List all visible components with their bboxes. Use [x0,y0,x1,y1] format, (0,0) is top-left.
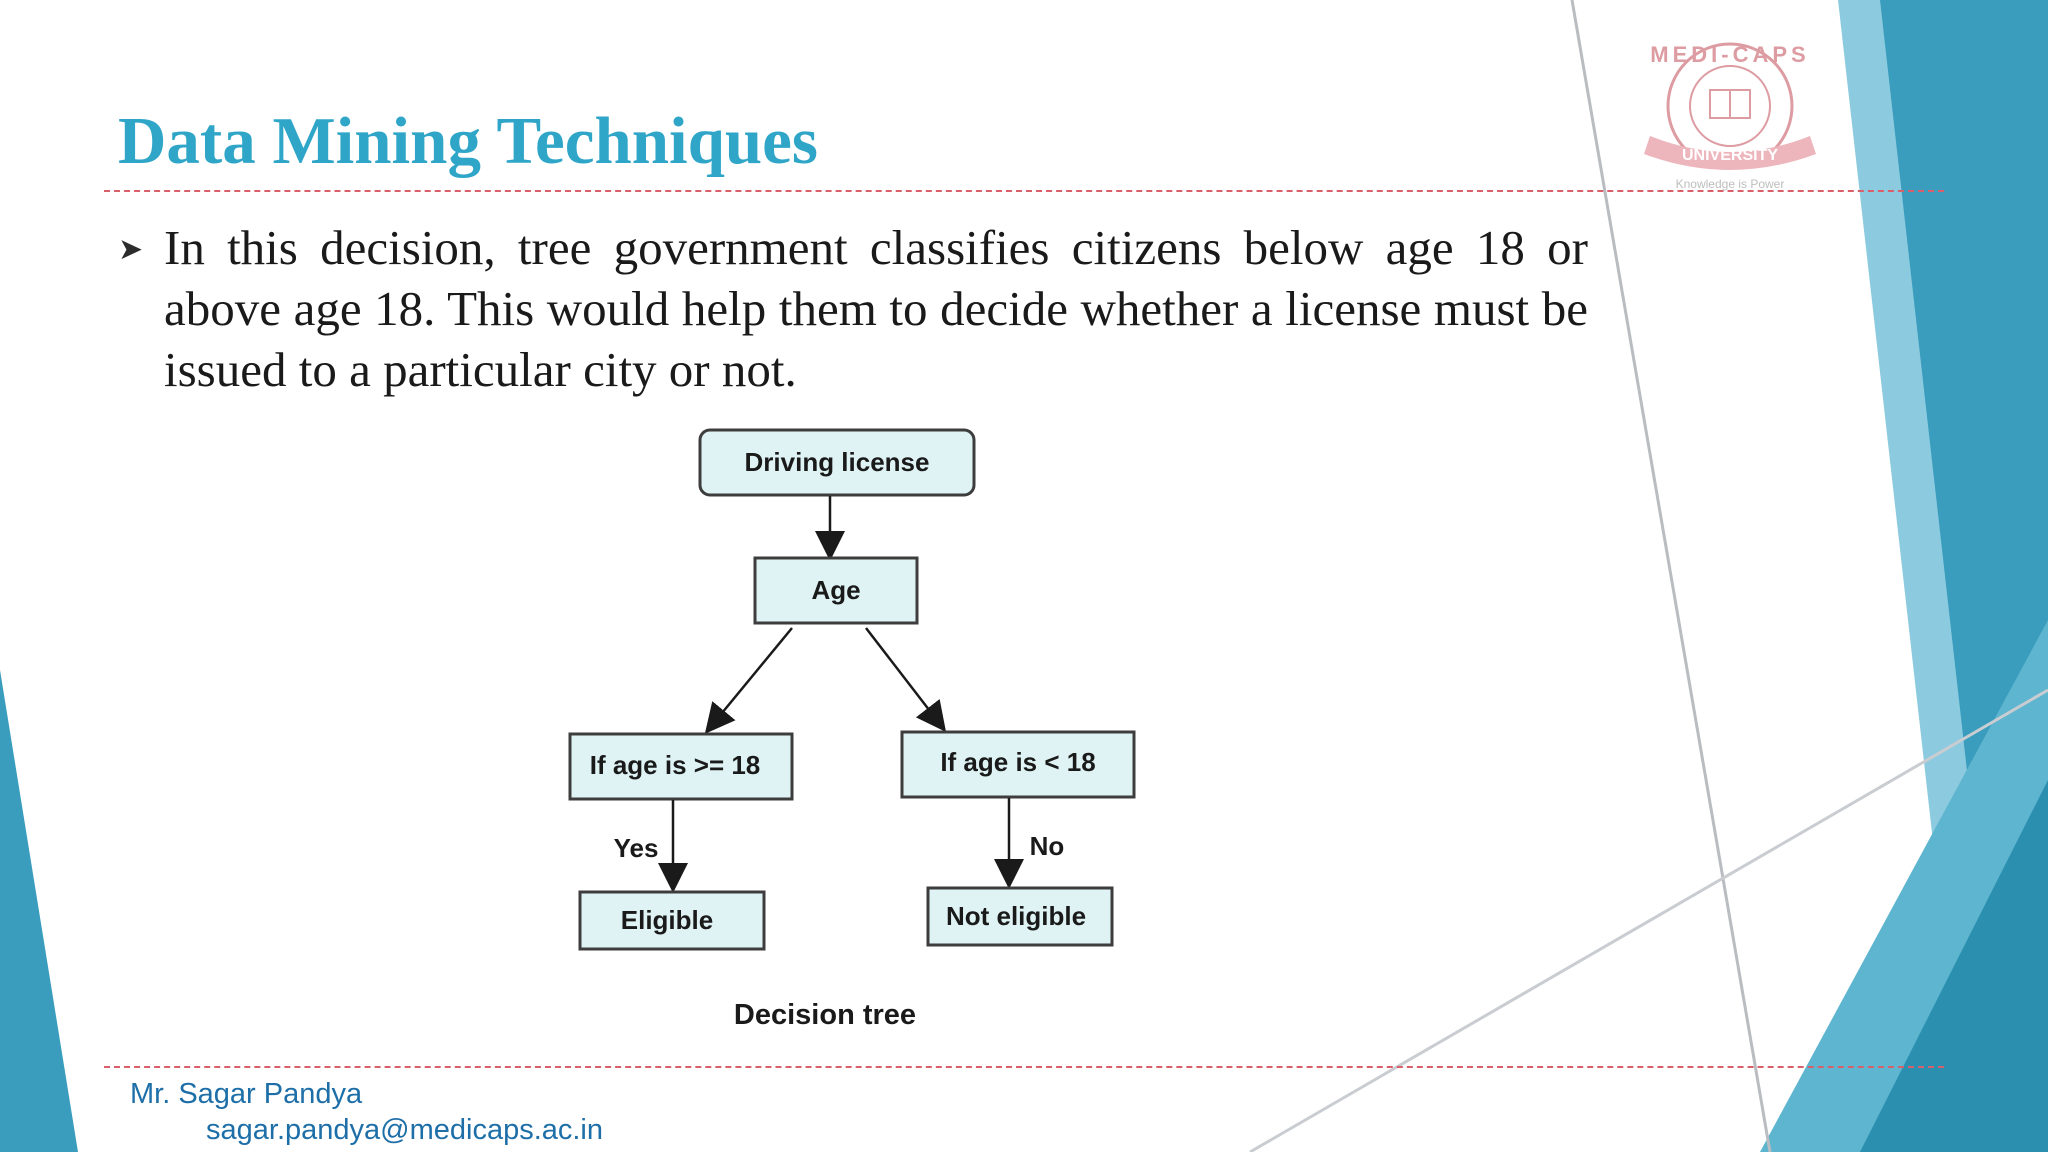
bullet-text: In this decision, tree government classifies citizens below age 18 or above age 18. This would help them to decide whether a license must be issued to a particular city or not. [164,220,1588,397]
node-root [700,430,974,495]
node-right-result-label: Not eligible [945,901,1087,931]
edge-age-left [708,628,792,730]
node-left-result-label: Eligible [620,905,714,935]
node-right-result [928,888,1112,945]
node-left-condition-label: If age is >= 18 [589,750,761,780]
node-age [755,558,917,623]
decision-tree-diagram [540,410,1160,1050]
edge-label-no: No [1029,831,1065,861]
node-right-condition-label: If age is < 18 [940,747,1096,777]
node-left-result [580,892,764,949]
footer-divider [104,1066,1944,1068]
logo-ribbon-text: UNIVERSITY [1681,147,1779,164]
edge-age-right [866,628,943,728]
slide-title: Data Mining Techniques [118,104,818,178]
university-logo [1620,28,1840,198]
title-divider [104,190,1944,192]
node-left-condition [570,734,792,799]
diagram-caption: Decision tree [733,999,917,1031]
node-root-label: Driving license [744,447,930,477]
node-age-label: Age [811,575,861,605]
footer-author: Mr. Sagar Pandya [130,1078,363,1110]
left-teal-triangle [0,670,78,1152]
bullet-arrow-icon: ➤ [118,232,144,267]
node-right-condition [902,732,1134,797]
logo-arc-text: MEDI-CAPS [1650,42,1810,67]
logo-tagline: Knowledge is Power [1675,177,1785,191]
footer-email[interactable]: sagar.pandya@medicaps.ac.in [206,1114,604,1146]
edge-label-yes: Yes [613,833,659,863]
